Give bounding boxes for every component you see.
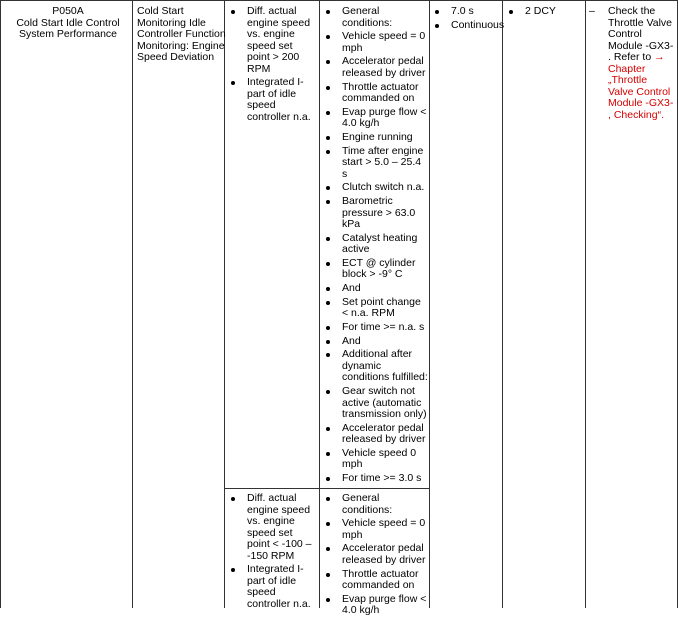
time-required [432, 6, 504, 34]
secondary-parameters [323, 6, 429, 487]
secondary-parameters [323, 493, 429, 619]
list-item: Vehicle speed 0 mph [323, 448, 429, 471]
column-divider [429, 0, 430, 608]
dtc-description-line: Cold Start Idle Control [16, 16, 120, 29]
list-item: Additional after dynamic conditions fulfilled: [323, 349, 429, 384]
list-item: Time after engine start > 5.0 – 25.4 s [323, 146, 429, 181]
list-item: Vehicle speed = 0 mph [323, 518, 429, 541]
list-item: Accelerator pedal released by driver [323, 56, 429, 79]
list-item: Throttle actuator commanded on [323, 82, 429, 105]
table-border-top [0, 0, 678, 1]
column-divider [502, 0, 503, 608]
malfunction-criteria [228, 493, 318, 613]
dtc-code: P050A [52, 5, 84, 17]
dtc-cell [6, 6, 130, 41]
chapter-link[interactable]: → Chapter „Throttle Valve Control Module -GX3- , Checking“. [608, 51, 674, 121]
column-divider [319, 0, 320, 608]
action-cell [589, 6, 675, 123]
list-item: Catalyst heating active [323, 233, 429, 256]
list-item: General conditions: [323, 493, 429, 516]
column-divider [585, 0, 586, 608]
list-item: Accelerator pedal released by driver [323, 423, 429, 446]
list-item: Diff. actual engine speed vs. engine speed set point < -100 – -150 RPM [228, 493, 318, 562]
list-item: Gear switch not active (automatic transmission only) [323, 386, 429, 421]
list-item: Continuous [432, 20, 504, 32]
malfunction-criteria [228, 6, 318, 126]
list-item: Throttle actuator commanded on [323, 569, 429, 592]
column-divider [224, 0, 225, 608]
list-item: 2 DCY [506, 6, 584, 18]
list-item: Engine running [323, 132, 429, 144]
list-item: For time >= 3.0 s [323, 473, 429, 485]
list-item: General conditions: [323, 6, 429, 29]
list-item: Clutch switch n.a. [323, 182, 429, 194]
list-item: Diff. actual engine speed vs. engine speed set point > 200 RPM [228, 6, 318, 75]
list-item: 7.0 s [432, 6, 504, 18]
monitor-strategy: Cold Start Monitoring Idle Controller Function Monitoring: Engine Speed Deviation [137, 5, 226, 63]
action-text: Check the Throttle Valve Control Module -GX3- . Refer to [608, 5, 674, 63]
list-item: Vehicle speed = 0 mph [323, 31, 429, 54]
dtc-description-line: System Performance [18, 28, 118, 40]
list-item: Evap purge flow < 4.0 kg/h [323, 594, 429, 617]
list-item: For time >= n.a. s [323, 322, 429, 334]
row-divider [224, 488, 430, 489]
column-divider [132, 0, 133, 608]
list-item: Accelerator pedal released by driver [323, 543, 429, 566]
list-item: ECT @ cylinder block > -9° C [323, 258, 429, 281]
list-item: Barometric pressure > 63.0 kPa [323, 196, 429, 231]
mil-illumination [506, 6, 584, 20]
list-item [589, 6, 675, 121]
list-item: And [323, 336, 429, 348]
list-item: Integrated I-part of idle speed controller n.a. [228, 77, 318, 123]
list-item: And [323, 283, 429, 295]
list-item: Integrated I-part of idle speed controller n.a. [228, 564, 318, 610]
list-item: Set point change < n.a. RPM [323, 297, 429, 320]
table-border-left [0, 0, 1, 608]
list-item: Evap purge flow < 4.0 kg/h [323, 107, 429, 130]
